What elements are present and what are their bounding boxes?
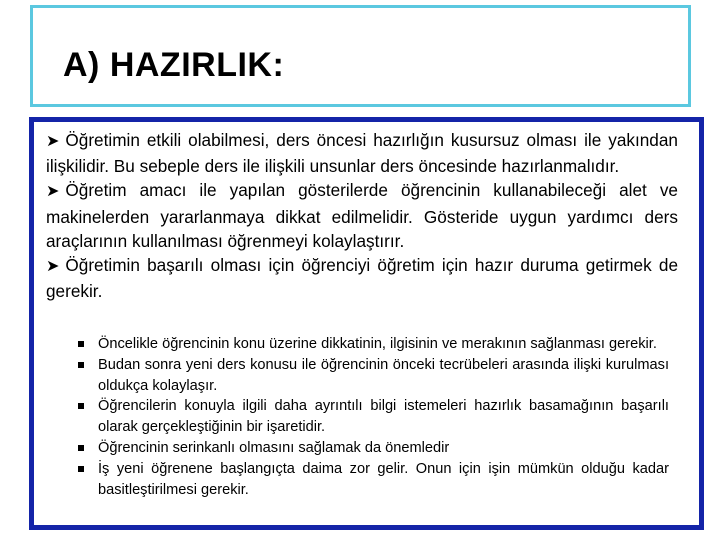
sub-points bbox=[76, 334, 669, 500]
square-bullet-icon bbox=[78, 466, 84, 472]
main-point-text: Öğretim amacı ile yapılan gösterilerde öğrencinin kullanabileceği alet ve makinelerden yararlanmaya dikkat edilmelidir. Gösteride uygun yardımcı ders araçlarının kullanılması öğrenmeyi kolaylaştırır. bbox=[46, 180, 678, 251]
main-point bbox=[46, 178, 678, 253]
main-point bbox=[46, 128, 678, 178]
sub-point-text: Öncelikle öğrencinin konu üzerine dikkatinin, ilgisinin ve merakının sağlanması gerekir. bbox=[98, 336, 657, 352]
main-point-text: Öğretimin başarılı olması için öğrenciyi öğretim için hazır duruma getirmek de gerekir. bbox=[46, 255, 678, 302]
sub-point bbox=[76, 355, 669, 397]
sub-point-text: Budan sonra yeni ders konusu ile öğrencinin önceki tecrübeleri arasında ilişki kurulması oldukça kolaylaşır. bbox=[98, 356, 669, 394]
sub-point bbox=[76, 334, 669, 355]
square-bullet-icon bbox=[78, 403, 84, 409]
sub-point bbox=[76, 438, 669, 459]
square-bullet-icon bbox=[78, 362, 84, 368]
sub-point-text: Öğrencinin serinkanlı olmasını sağlamak da önemledir bbox=[98, 439, 450, 456]
sub-point bbox=[76, 459, 669, 501]
slide-title: A) HAZIRLIK: bbox=[63, 46, 285, 84]
arrow-bullet-icon: ➤ bbox=[46, 133, 60, 150]
square-bullet-icon bbox=[78, 341, 84, 347]
arrow-bullet-icon: ➤ bbox=[46, 258, 60, 276]
title-box bbox=[30, 5, 691, 107]
main-points bbox=[46, 128, 678, 303]
main-point-text: Öğretimin etkili olabilmesi, ders öncesi hazırlığın kusursuz olması ile yakından ilişkilidir. Bu sebeple ders ile ilişkili unsunlar ders öncesinde hazırlanmalıdır. bbox=[46, 130, 678, 177]
arrow-bullet-icon: ➤ bbox=[46, 183, 60, 201]
sub-point-text: Öğrencilerin konuyla ilgili daha ayrıntılı bilgi istemeleri hazırlık basamağının başarılı olarak gerçekleştiğinin bir işaretidir. bbox=[98, 398, 669, 436]
square-bullet-icon bbox=[78, 445, 84, 451]
sub-point bbox=[76, 396, 669, 438]
main-point bbox=[46, 253, 678, 303]
content-box bbox=[29, 117, 704, 530]
sub-point-text: İş yeni öğrenene başlangıçta daima zor gelir. Onun için işin mümkün olduğu kadar basitleştirilmesi gerekir. bbox=[98, 460, 669, 498]
